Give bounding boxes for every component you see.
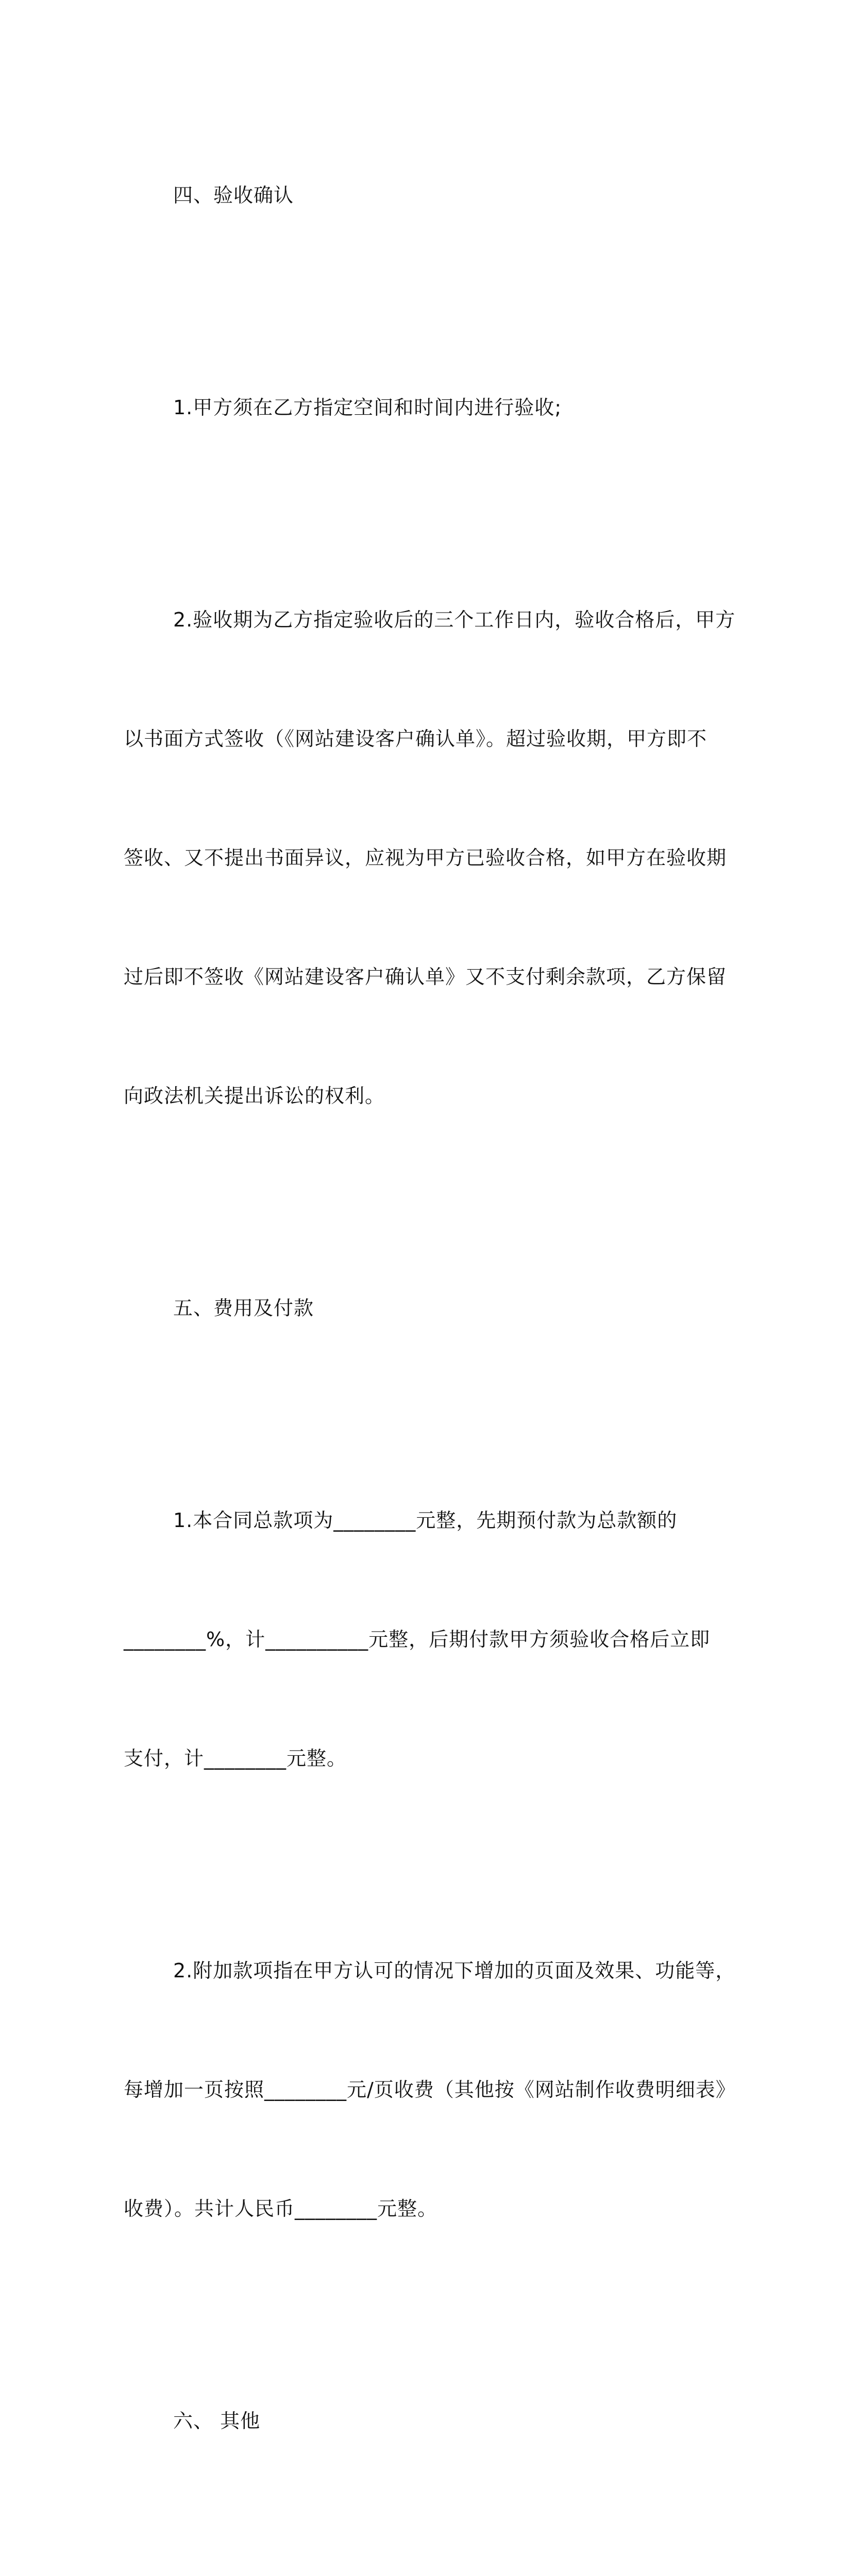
paragraph-fees-1: 1.本合同总款项为________元整，先期预付款为总款额的 ________%，计__________元整，后期付款甲方须验收合格后立即 支付，计________元整。 (124, 1509, 711, 1770)
section-heading-fees: 五、费用及付款 (173, 1297, 314, 1319)
section-heading-other: 六、 其他 (173, 2410, 261, 2432)
document-body (124, 96, 736, 2576)
paragraph-acceptance-2: 2.验收期为乙方指定验收后的三个工作日内，验收合格后，甲方 以书面方式签收（《网站建设客户确认单》。超过验收期，甲方即不 签收、又不提出书面异议，应视为甲方已验收合格，如甲方在验收期 过后即不签收《网站建设客户确认单》又不支付剩余款项，乙方保留 向政法机关提出诉讼的权利。 (124, 608, 736, 1107)
paragraph-fees-2: 2.附加款项指在甲方认可的情况下增加的页面及效果、功能等， 每增加一页按照________元/页收费（其他按《网站制作收费明细表》 收费）。共计人民币________元整。 (124, 1959, 736, 2220)
section-heading-acceptance: 四、验收确认 (173, 184, 294, 207)
paragraph-other-1 (124, 2534, 716, 2576)
paragraph-acceptance-1: 1.甲方须在乙方指定空间和时间内进行验收; (173, 396, 562, 419)
